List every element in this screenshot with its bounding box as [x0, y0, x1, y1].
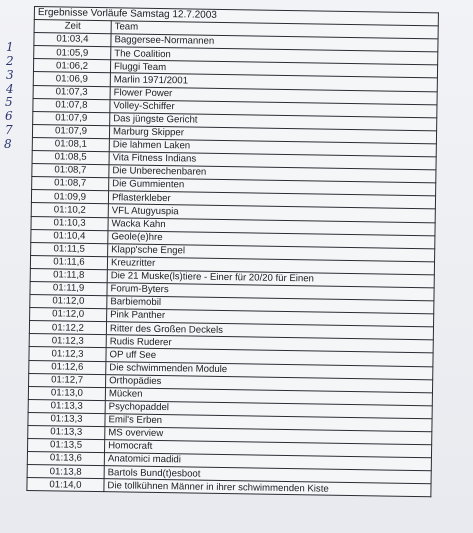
team-cell: Die tollkühnen Männer in ihrer schwimmenden Kiste: [104, 479, 431, 497]
time-cell: 01:11,8: [30, 268, 107, 282]
time-cell: 01:12,2: [29, 321, 106, 335]
time-cell: 01:12,3: [29, 334, 106, 348]
team-cell: Die lahmen Laken: [109, 139, 436, 157]
table-title: Ergebnisse Vorläufe Samstag 12.7.2003: [34, 7, 438, 26]
rank-mark: 2: [6, 54, 14, 68]
team-cell: Fluggi Team: [110, 60, 437, 78]
team-cell: Kreuzritter: [107, 256, 434, 274]
time-cell: 01:13,3: [28, 412, 105, 426]
time-cell: 01:13,0: [28, 386, 105, 400]
time-cell: 01:11,9: [30, 281, 107, 295]
time-cell: 01:11,5: [31, 242, 108, 256]
team-cell: Volley-Schiffer: [110, 99, 437, 117]
team-cell: Anatomici madidi: [104, 453, 431, 471]
time-cell: 01:08,1: [32, 137, 109, 151]
time-cell: 01:12,6: [29, 360, 106, 374]
results-body: [27, 33, 438, 498]
time-cell: 01:07,3: [33, 85, 110, 99]
time-cell: 01:13,3: [28, 399, 105, 413]
time-cell: 01:13,6: [27, 452, 104, 466]
rank-mark: 3: [6, 68, 14, 82]
team-cell: Die 21 Muske(ls)tiere - Einer für 20/20 für Einen: [107, 270, 434, 288]
team-cell: Vita Fitness Indians: [109, 152, 436, 170]
team-cell: Bartols Bund(t)esboot: [104, 466, 431, 484]
column-header-team: Team: [111, 21, 438, 39]
time-cell: 01:13,5: [27, 439, 104, 453]
rank-mark: 6: [5, 109, 13, 123]
time-cell: 01:14,0: [27, 478, 104, 492]
rank-mark: 7: [5, 123, 13, 137]
team-cell: Psychopaddel: [105, 400, 432, 418]
rank-mark: 8: [4, 137, 12, 151]
rank-mark: 4: [6, 82, 14, 96]
team-cell: Die Gummienten: [109, 178, 436, 196]
team-cell: Forum-Byters: [107, 283, 434, 301]
time-cell: 01:06,2: [33, 59, 110, 73]
column-header-time: Zeit: [34, 20, 111, 34]
team-cell: Mücken: [105, 387, 432, 405]
results-table: [26, 6, 439, 498]
team-cell: The Coalition: [111, 47, 438, 65]
time-cell: 01:03,4: [34, 33, 111, 47]
time-cell: 01:10,3: [31, 216, 108, 230]
rank-mark: 5: [5, 95, 13, 109]
time-cell: 01:05,9: [34, 46, 111, 60]
time-cell: 01:07,9: [32, 124, 109, 138]
team-cell: Pink Panther: [107, 309, 434, 327]
team-cell: Flower Power: [110, 86, 437, 104]
team-cell: Orthopädies: [106, 374, 433, 392]
time-cell: 01:07,8: [33, 98, 110, 112]
time-cell: 01:12,0: [30, 295, 107, 309]
team-cell: Die schwimmenden Module: [106, 361, 433, 379]
team-cell: Das jüngste Gericht: [110, 112, 437, 130]
team-cell: VFL Atugyuspia: [108, 204, 435, 222]
time-cell: 01:12,3: [29, 347, 106, 361]
time-cell: 01:13,3: [28, 425, 105, 439]
team-cell: Marlin 1971/2001: [110, 73, 437, 91]
team-cell: Marburg Skipper: [109, 126, 436, 144]
team-cell: Die Unberechenbaren: [109, 165, 436, 183]
time-cell: 01:10,2: [31, 203, 108, 217]
rank-mark: 1: [6, 40, 14, 54]
time-cell: 01:10,4: [31, 229, 108, 243]
time-cell: 01:09,9: [31, 190, 108, 204]
time-cell: 01:13,8: [27, 465, 104, 479]
time-cell: 01:08,5: [32, 151, 109, 165]
team-cell: Klapp'sche Engel: [108, 243, 435, 261]
results-table-wrapper: [26, 6, 439, 498]
team-cell: Emil's Erben: [105, 414, 432, 432]
time-cell: 01:12,0: [30, 308, 107, 322]
time-cell: 01:12,7: [29, 373, 106, 387]
team-cell: MS overview: [105, 427, 432, 445]
team-cell: Ritter des Großen Deckels: [106, 322, 433, 340]
team-cell: Homocraft: [104, 440, 431, 458]
team-cell: Geole(e)hre: [108, 230, 435, 248]
time-cell: 01:08,7: [32, 177, 109, 191]
team-cell: Rudis Ruderer: [106, 335, 433, 353]
team-cell: Pflasterkleber: [108, 191, 435, 209]
team-cell: OP uff See: [106, 348, 433, 366]
team-cell: Baggersee-Normannen: [111, 34, 438, 52]
team-cell: Barbiemobil: [107, 296, 434, 314]
team-cell: Wacka Kahn: [108, 217, 435, 235]
time-cell: 01:06,9: [33, 72, 110, 86]
time-cell: 01:07,9: [33, 111, 110, 125]
time-cell: 01:08,7: [32, 164, 109, 178]
time-cell: 01:11,6: [30, 255, 107, 269]
